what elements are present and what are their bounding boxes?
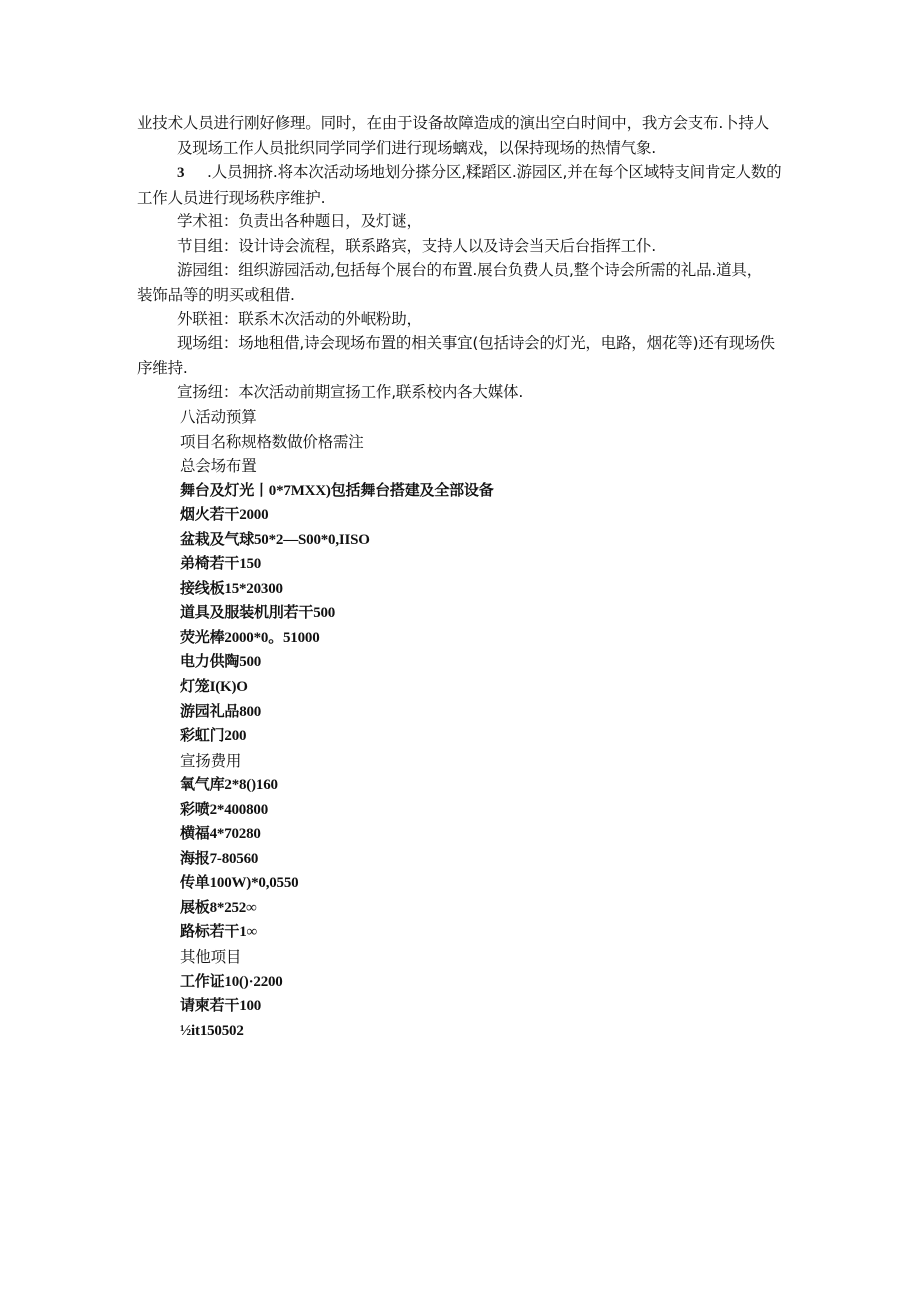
budget-list	[180, 405, 494, 1043]
item-number: 3	[177, 165, 185, 181]
paragraph-academic-group	[177, 209, 837, 234]
budget-column-header: 项目名称规格数做价格需注	[180, 432, 364, 451]
budget-item: 弟椅若干150	[180, 556, 262, 573]
paragraph-line: 游园组：组织游园活动,包括每个展台的布置.展台负费人员,整个诗会所需的礼品.道具，	[177, 261, 763, 279]
budget-category: 宣扬费用	[180, 751, 242, 770]
paragraph-program-group	[177, 234, 837, 259]
paragraph-line: 外联祖：联系木次活动的外岷粉助，	[177, 310, 422, 328]
item-text: .人员拥挤.将本次活动场地划分搽分区,糅蹈区.游园区,并在每个区域特支间肯定人数的	[207, 163, 782, 181]
budget-item: 海报7-80560	[180, 850, 259, 867]
budget-total: ½it150502	[180, 1022, 244, 1039]
budget-item: 传单100W)*0,0550	[180, 875, 299, 892]
budget-item: 横福4*70280	[180, 826, 261, 843]
paragraph-onsite-group	[137, 331, 797, 380]
budget-item: 展板8*252∞	[180, 899, 257, 916]
budget-item: 灯笼I(K)O	[180, 679, 248, 696]
budget-item: 彩喷2*400800	[180, 801, 269, 818]
paragraph-line: 工作人员进行现场秩序维护.	[137, 188, 326, 207]
paragraph-garden-group	[137, 258, 797, 307]
paragraph-line: 及现场工作人员批织同学同学们进行现场螭戏，以保持现场的热情气象.	[177, 138, 657, 157]
paragraph-line: 学术祖：负责出各种题日，及灯谜，	[177, 212, 422, 230]
budget-item: 盆栽及气球50*2—S00*0,IISO	[180, 531, 370, 548]
paragraph-technical-repair	[137, 111, 797, 160]
paragraph-line: 装饰品等的明买或租借.	[137, 285, 295, 304]
paragraph-line: 节目组：设计诗会流程，联系路宾，支持人以及诗会当天后台指挥工仆.	[177, 237, 657, 255]
paragraph-line: 业技术人员进行刚好修理。同时，在由于设备故障造成的演出空白时间中，我方会支布.卜持人	[137, 114, 770, 132]
budget-item: 接线板15*20300	[180, 580, 283, 597]
budget-category: 总会场布置	[180, 457, 257, 476]
budget-item: 工作证10()·2200	[180, 973, 283, 990]
paragraph-line	[137, 160, 797, 186]
budget-item: 请柬若干100	[180, 998, 262, 1015]
paragraph-line: 宣扬纽：本次活动前期宣扬工作,联系校内各大媒体.	[177, 383, 524, 401]
budget-item: 舞台及灯光丨0*7MXX)包括舞台搭建及全部设备	[180, 482, 494, 499]
budget-item: 道具及服装机刖若干500	[180, 605, 336, 622]
paragraph-liaison-group	[177, 307, 837, 332]
budget-section-heading: 八活动预算	[180, 408, 257, 426]
paragraph-publicity-group	[177, 380, 837, 405]
budget-item: 烟火若干2000	[180, 507, 269, 524]
budget-item: 荧光棒2000*0。51000	[180, 629, 320, 646]
paragraph-line: 现场组：场地租借,诗会现场布置的相关事宜(包括诗会的灯光，电路，烟花等)还有现场佚	[177, 334, 775, 352]
paragraph-line: 序维持.	[137, 358, 188, 377]
budget-item: 电力供陶500	[180, 654, 262, 671]
budget-item: 路标若干1∞	[180, 924, 257, 941]
budget-item: 游园礼品800	[180, 703, 262, 720]
budget-item: 氧气库2*8()160	[180, 777, 278, 794]
budget-item: 彩虹门200	[180, 728, 247, 745]
paragraph-crowd-control	[137, 160, 797, 210]
budget-category: 其他项目	[180, 948, 242, 967]
